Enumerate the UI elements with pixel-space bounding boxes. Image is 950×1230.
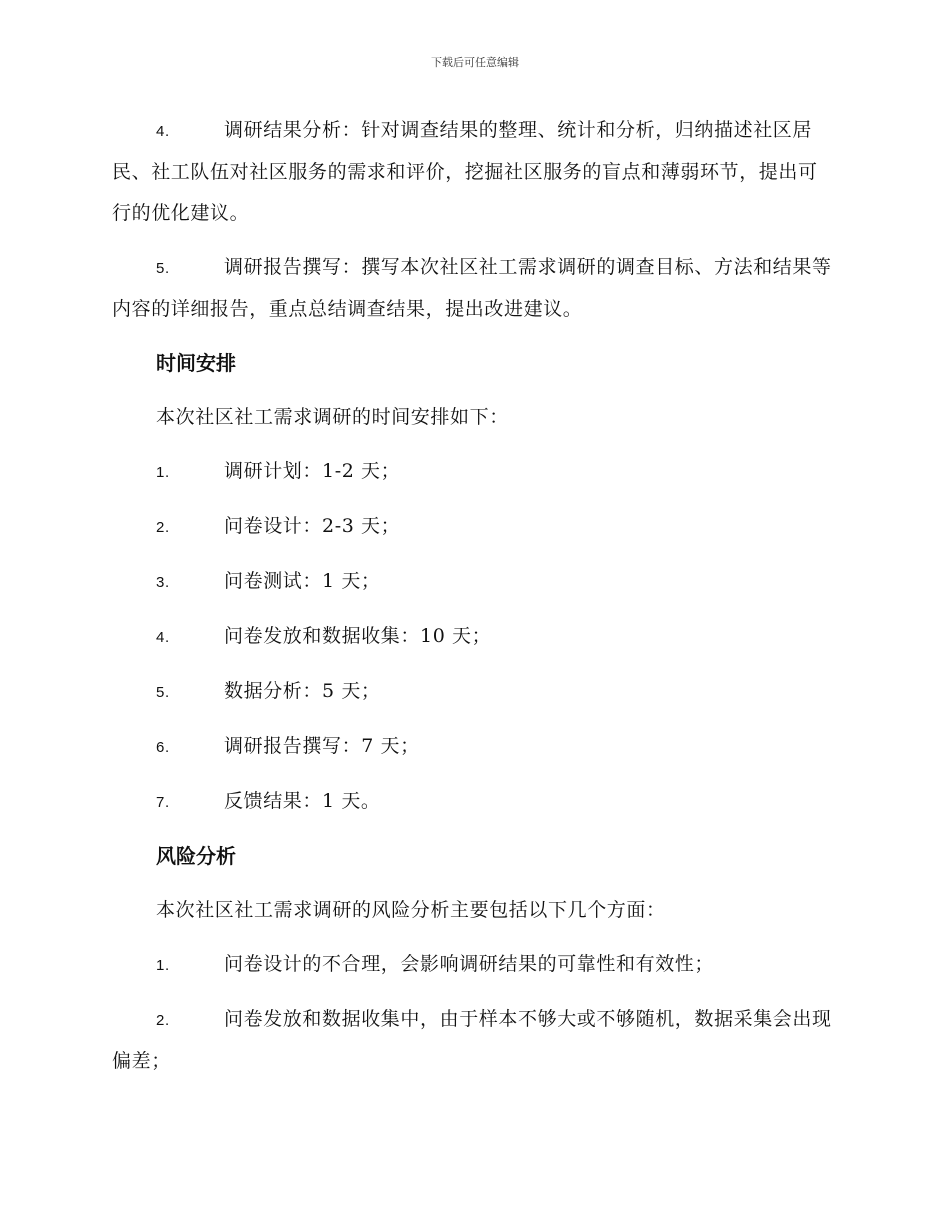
risk-item xyxy=(112,944,834,986)
document-body xyxy=(112,110,834,1095)
list-number: 2. xyxy=(156,519,170,536)
schedule-item xyxy=(112,616,834,658)
list-text: 反馈结果：1 天。 xyxy=(224,790,381,812)
list-number: 4. xyxy=(156,629,170,646)
list-text: 调研报告撰写：撰写本次社区社工需求调研的调查目标、方法和结果等内容的详细报告，重点总结调查结果，提出改进建议。 xyxy=(112,256,832,320)
list-item-analysis xyxy=(112,110,834,234)
list-text: 问卷测试：1 天； xyxy=(224,570,381,592)
list-text: 数据分析：5 天； xyxy=(224,680,381,702)
section-heading-risk: 风险分析 xyxy=(156,844,236,868)
list-text: 调研计划：1-2 天； xyxy=(224,460,401,482)
list-number: 1. xyxy=(156,464,170,481)
section-heading-schedule: 时间安排 xyxy=(156,351,236,375)
risk-item xyxy=(112,999,834,1082)
page-header: 下载后可任意编辑 xyxy=(431,56,519,69)
list-number: 5. xyxy=(156,260,170,277)
list-number: 6. xyxy=(156,739,170,756)
list-text: 问卷设计的不合理，会影响调研结果的可靠性和有效性； xyxy=(224,953,715,975)
list-number: 7. xyxy=(156,794,170,811)
schedule-intro: 本次社区社工需求调研的时间安排如下： xyxy=(156,406,509,428)
schedule-item xyxy=(112,561,834,603)
schedule-item xyxy=(112,506,834,548)
list-number: 1. xyxy=(156,957,170,974)
schedule-item xyxy=(112,726,834,768)
schedule-item xyxy=(112,671,834,713)
list-text: 问卷发放和数据收集中，由于样本不够大或不够随机，数据采集会出现偏差； xyxy=(112,1008,832,1072)
list-text: 问卷设计：2-3 天； xyxy=(224,515,401,537)
risk-intro: 本次社区社工需求调研的风险分析主要包括以下几个方面： xyxy=(156,899,666,921)
list-text: 调研结果分析：针对调查结果的整理、统计和分析，归纳描述社区居民、社工队伍对社区服务的需求和评价，挖掘社区服务的盲点和薄弱环节，提出可行的优化建议。 xyxy=(112,119,818,224)
list-item-report xyxy=(112,247,834,330)
list-number: 5. xyxy=(156,684,170,701)
list-text: 问卷发放和数据收集：10 天； xyxy=(224,625,492,647)
list-number: 2. xyxy=(156,1012,170,1029)
list-number: 4. xyxy=(156,123,170,140)
schedule-item xyxy=(112,451,834,493)
list-number: 3. xyxy=(156,574,170,591)
list-text: 调研报告撰写：7 天； xyxy=(224,735,420,757)
schedule-item xyxy=(112,781,834,823)
